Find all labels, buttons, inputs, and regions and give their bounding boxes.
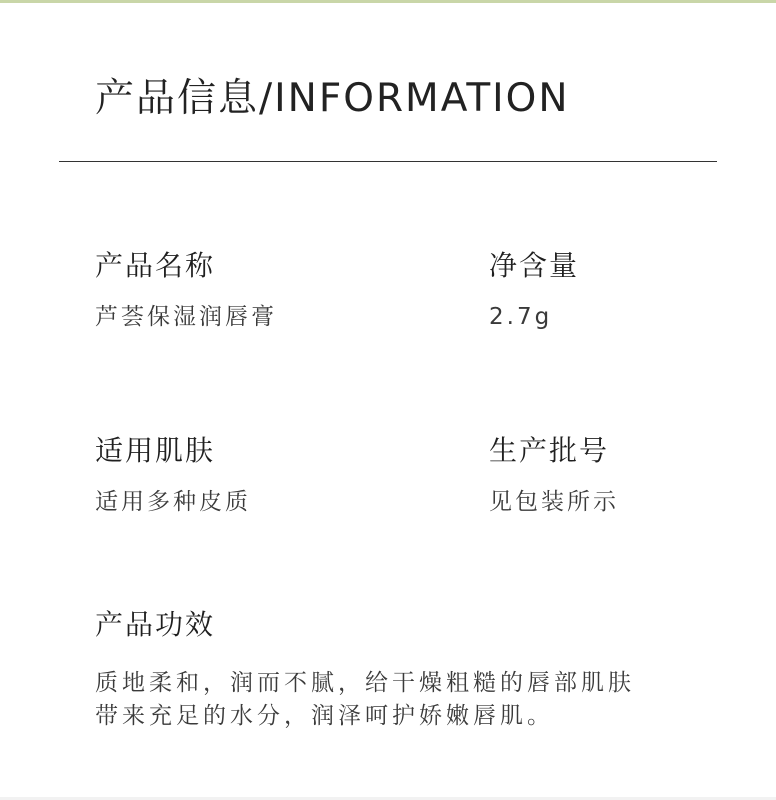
product-name-value: 芦荟保湿润唇膏 — [95, 304, 277, 330]
net-weight-field — [489, 248, 579, 332]
batch-number-field — [489, 433, 619, 517]
product-effect-line: 带来充足的水分，润泽呵护娇嫩唇肌。 — [95, 703, 554, 729]
product-name-field — [95, 248, 277, 332]
net-weight-value: 2.7g — [489, 304, 553, 330]
product-effect-line: 质地柔和，润而不腻，给干燥粗糙的唇部肌肤 — [95, 670, 635, 696]
skin-type-value: 适用多种皮质 — [95, 489, 251, 515]
product-effect-field — [95, 607, 695, 733]
product-effect-description — [95, 667, 695, 733]
skin-type-label: 适用肌肤 — [95, 434, 216, 467]
title-divider — [59, 161, 717, 162]
page-title: 产品信息/INFORMATION — [95, 76, 570, 121]
batch-number-value: 见包装所示 — [489, 489, 619, 515]
product-effect-label: 产品功效 — [95, 608, 216, 641]
top-accent-bar — [0, 0, 776, 3]
batch-number-label: 生产批号 — [489, 434, 610, 467]
product-name-label: 产品名称 — [95, 249, 216, 282]
skin-type-field — [95, 433, 251, 517]
net-weight-label: 净含量 — [489, 249, 580, 282]
